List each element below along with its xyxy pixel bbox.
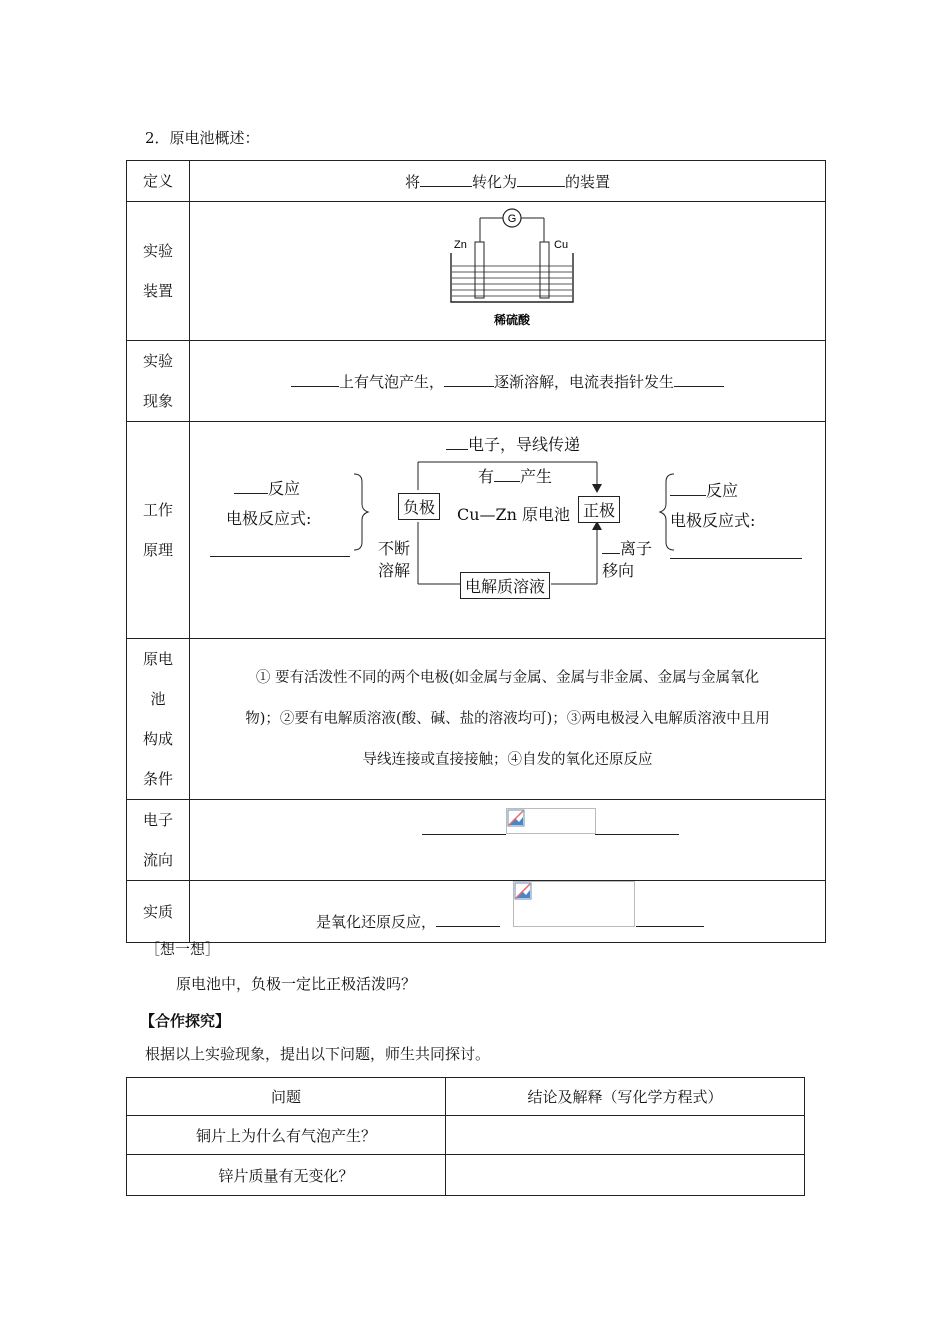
cell-name: Cu—Zn 原电池: [457, 505, 571, 524]
question-table: [126, 1077, 805, 1196]
produce-text: 有 产生: [478, 467, 553, 486]
essence-label: 实质: [127, 881, 190, 943]
apparatus-label-1: 实验: [142, 242, 173, 260]
broken-image-icon: [514, 882, 532, 900]
principle-diagram: [190, 422, 826, 639]
right-reaction: 反应: [670, 478, 738, 501]
negative-electrode-box: 负极: [398, 493, 440, 520]
phenomenon-label-1: 实验: [142, 352, 173, 370]
table-row: [127, 1155, 805, 1196]
think-heading: ［想一想］: [145, 940, 221, 958]
definition-content: [190, 161, 826, 202]
principle-label-1: 工作: [142, 501, 173, 519]
coop-heading: 【合作探究】: [140, 1012, 231, 1030]
blank: [636, 912, 704, 927]
ion-migration-text: 离子 移向: [602, 539, 653, 580]
galvanic-cell-diagram: [448, 206, 578, 334]
cu-label: Cu: [554, 239, 569, 251]
row-electron-flow: [127, 800, 826, 881]
row-phenomenon: [127, 341, 826, 422]
blank: [422, 820, 506, 835]
header-conclusion: 结论及解释（写化学方程式）: [446, 1078, 805, 1116]
beaker: [451, 253, 573, 302]
definition-label: 定义: [127, 161, 190, 202]
meter-label: G: [507, 213, 517, 225]
conditions-label: 原电 池 构成 条件: [127, 639, 190, 800]
think-question: 原电池中，负极一定比正极活泼吗？: [176, 975, 417, 993]
row-apparatus: [127, 202, 826, 341]
blank: [420, 172, 472, 187]
header-question: 问题: [127, 1078, 446, 1116]
arrow-down-icon: [592, 484, 602, 493]
row-principle: [127, 422, 826, 639]
row-definition: [127, 161, 826, 202]
question-table-header: [127, 1078, 805, 1116]
essence-text: 是氧化还原反应，: [316, 911, 500, 932]
definition-prefix: 将: [404, 172, 420, 191]
principle-label-2: 原理: [142, 541, 173, 559]
section-heading: 2．原电池概述：: [145, 129, 260, 147]
principle-arrows: [190, 422, 890, 639]
apparatus-cell: [190, 202, 826, 341]
apparatus-label: [127, 202, 190, 341]
electron-transfer-text: 电子，导线传递: [446, 432, 580, 455]
left-equation-label: 电极反应式:: [226, 509, 312, 528]
definition-suffix: 的装置: [565, 172, 611, 191]
row-conditions: [127, 639, 826, 800]
essence-content: [190, 881, 826, 943]
solution-label: 稀硫酸: [493, 313, 531, 327]
answer-cell[interactable]: [446, 1155, 805, 1196]
blank: [291, 372, 339, 387]
broken-image: [513, 881, 635, 927]
blank: [674, 372, 724, 387]
phenomenon-part2: 逐渐溶解，电流表指针发生: [494, 372, 675, 391]
phenomenon-label-2: 现象: [142, 392, 173, 410]
left-reaction: 反应: [234, 476, 300, 499]
conditions-line1: ① 要有活泼性不同的两个电极(如金属与金属、金属与非金属、金属与金属氧化: [255, 669, 760, 686]
zn-label: Zn: [454, 239, 467, 251]
blank: [595, 820, 679, 835]
row-essence: [127, 881, 826, 943]
positive-electrode-box: 正极: [578, 496, 620, 523]
overview-table: [126, 160, 826, 943]
coop-intro: 根据以上实验现象，提出以下问题，师生共同探讨。: [145, 1045, 491, 1063]
broken-image-icon: [507, 809, 525, 827]
question-cell: 铜片上为什么有气泡产生？: [127, 1116, 446, 1155]
conditions-content: [190, 639, 826, 800]
left-brace: [354, 474, 368, 550]
electrolyte-box: 电解质溶液: [460, 572, 550, 599]
apparatus-label-2: 装置: [142, 282, 173, 300]
broken-image: [506, 808, 596, 834]
phenomenon-content: [190, 341, 826, 422]
phenomenon-part1: 上有气泡产生，: [338, 372, 444, 391]
right-equation-blank: [670, 544, 802, 559]
phenomenon-label: [127, 341, 190, 422]
left-equation-blank: [210, 542, 350, 557]
right-equation-label: 电极反应式:: [670, 511, 756, 530]
table-row: [127, 1116, 805, 1155]
principle-label: [127, 422, 190, 639]
blank: [444, 372, 494, 387]
dissolve-text: 不断 溶解: [378, 539, 411, 580]
question-cell: 锌片质量有无变化？: [127, 1155, 446, 1196]
conditions-line3: 导线连接或直接接触；④自发的氧化还原反应: [362, 751, 653, 768]
electron-flow-content: [190, 800, 826, 881]
conditions-line2: 物)；②要有电解质溶液(酸、碱、盐的溶液均可)；③两电极浸入电解质溶液中且用: [245, 710, 770, 727]
blank: [517, 172, 565, 187]
definition-mid: 转化为: [471, 172, 517, 191]
answer-cell[interactable]: [446, 1116, 805, 1155]
electron-flow-label: 电子 流向: [127, 800, 190, 881]
